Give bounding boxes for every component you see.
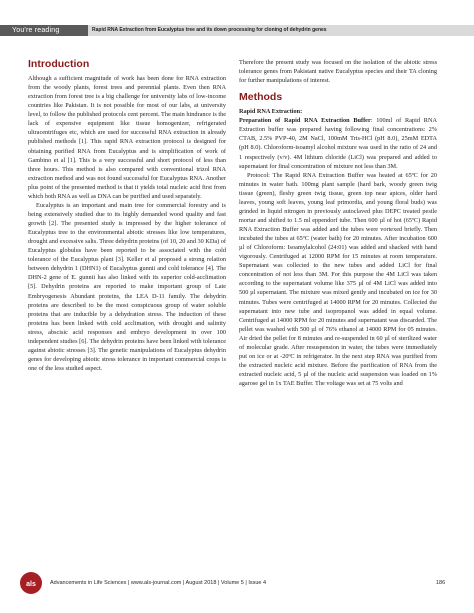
buffer-label: Preparation of Rapid RNA Extraction Buffer [239, 117, 371, 125]
methods-heading: Methods [239, 91, 283, 104]
protocol-paragraph: Protocol: The Rapid RNA Extraction Buffer was heated at 65ºC for 20 minutes in water bath. 100mg plant sample (hard bark, woody green twig tissue (green), fleshy green twig tissue, green top near apices, older hard leaves, young soft leaves, young leaf primordia, and young floral buds) was grinded in liquid nitrogen in previously autoclaved plus DEPC treated pestle mortar and shifted to 1.5 ml eppendorf tube. Then 600 µl of hot (65ºC) Rapid RNA Extraction Buffer was added and the tubes were vortexed briefly. Then incubated the tubes at 65ºC (water bath) for 20 minutes. After incubation 600 µl of Chloroform: Isoamylalcohol (24:01) was added and shacked with hand vigorously. Centrifuged at 12000 RPM for 15 minutes at room temperature. Supernatant was collected to the new tubes and added LiCl for final concentration of not less than 3M. For this purpose the 4M LiCl was taken according to the supernatant volume like 375 µl of 4M LiCl was added into 500 µl supernatant. The mixture was mixed gently and incubated on ice for 30 minutes. Tubes were centrifuged at 14000 RPM for 20 minutes. Collected the supernatant into new tube and isopropanol was added in equal volume. Centrifuged at 14000 RPM for 20 minutes and supernatant was discarded. The pellet was washed with 500 µl of 76% ethanol at 14000 RPM for 05 minutes. Air dried the pellet for 8 minutes and re-suspended in 60 µl of sterilized water of molecular grade. After resuspension in water, the tubes were immediately put on ice or at -20ºC in refrigerator. In the next step RNA was purified from the extracted nucleic acid mixture. Before the purification of RNA from the extracted nucleic acid, 5 µl of the nucleic acid suspension was loaded on 1% agarose gel in 1x TAE Buffer. The voltage was set at 75 volts and [239, 171, 437, 388]
logo-text: als [26, 581, 36, 588]
journal-logo-icon [20, 572, 42, 594]
page-footer [0, 572, 474, 598]
right-column [239, 58, 437, 388]
footer-citation: Advancements in Life Sciences | www.als-journal.com | August 2018 | Volume 5 | Issue 4 [50, 580, 267, 586]
buffer-text: : 100ml of Rapid RNA Extraction buffer was prepared having following final concentrations: 2% CTAB, 2.5% PVP-40, 2M NaCl, 100mM Tris-HCl (pH 8.0), 25mM EDTA (pH 8.0). Chloroform-isoamyl alcohol mixture was used in the ratio of 24 and 1 respectively (v/v). 4M lithium chloride (LiCl) was prepared and added to supernatant for final concentration of mixture not less than 3M. [239, 117, 437, 170]
running-header [0, 0, 474, 36]
left-column [28, 58, 226, 373]
page-number: 186 [436, 580, 446, 586]
rna-extraction-subheading: Rapid RNA Extraction: [239, 108, 303, 116]
intro-paragraph-3: Therefore the present study was focused on the isolation of the abiotic stress tolerance genes from Pakistani native Eucalyptus species and their TA cloning for further manipulations of interest. [239, 59, 437, 85]
header-tag: You're reading [0, 25, 88, 36]
intro-paragraph-1: Although a sufficient magnitude of work has been done for RNA extraction from the woody plants, forest trees and perennial plants. Even then RNA extraction from forest tree is a big challenge for university labs of low-income countries like Pakistan. It is not possible for most of our labs, at university level, to follow the published protocols cent percent. The main hindrance is the lack of expensive equipment like tissue homogenizer, refrigerated ultracentrifuges etc, which are used for successful RNA extraction in already published methods [1]. This rapid RNA extraction protocol is designed for obtaining purified RNA from Eucalyptus and is simplification of work of Gambino et al [1]. This is a very successful and short protocol of less than three hours. This method is also compared with conventional trizol RNA extraction method and was not found successful for Eucalyptus RNA. Another plus point of the presented method is that it yields total nucleic acid first from which both RNA as well as DNA can be purified and used separately. [28, 75, 226, 200]
buffer-paragraph [239, 116, 437, 170]
header-article-title: Rapid RNA Extraction from Eucalyptus tree and its down processing for cloning of dehydrin genes [88, 25, 474, 36]
intro-paragraph-2: Eucalyptus is an important and main tree for commercial forestry and is being extensively studied due to its highly demanded wood quality and fast growth [2]. The presented study is impressed by the higher tolerance of Eucalyptus tree to the environmental abiotic stresses like low temperatures, drought and excessive salts. Three dehydrin proteins (of 10, 20 and 30 KDa) of Eucalyptus globulus have been reported to be associated with the cold tolerance of the Eucalyptus plant [3]. Keller et al proposed a strong relation between dehydrin 1 (DHN1) of Eucalyptus gunnii and cold tolerance [4]. The DHN-2 gene of E. gunnii has also linked with its superior cold-acclimation [5]. Dehydrin proteins are reported to make important group of Late Embryogenesis Abundant proteins, the LEA D-11 family. The dehydrin proteins are described to be the most conspicuous group of water soluble proteins that are inducible by a dehydration stress. The induction of these proteins has been linked with cold acclimation, with drought and salinity stress, abscisic acid responses and embryo development in over 100 independent studies [6]. The dehydrin proteins have been linked with tolerance against abiotic stresses [3]. The genetic manipulations of Eucalyptus dehydrin genes for developing abiotic stress tolerance in important commercial crops is one of the less studied aspect. [28, 201, 226, 372]
introduction-heading: Introduction [28, 58, 90, 70]
